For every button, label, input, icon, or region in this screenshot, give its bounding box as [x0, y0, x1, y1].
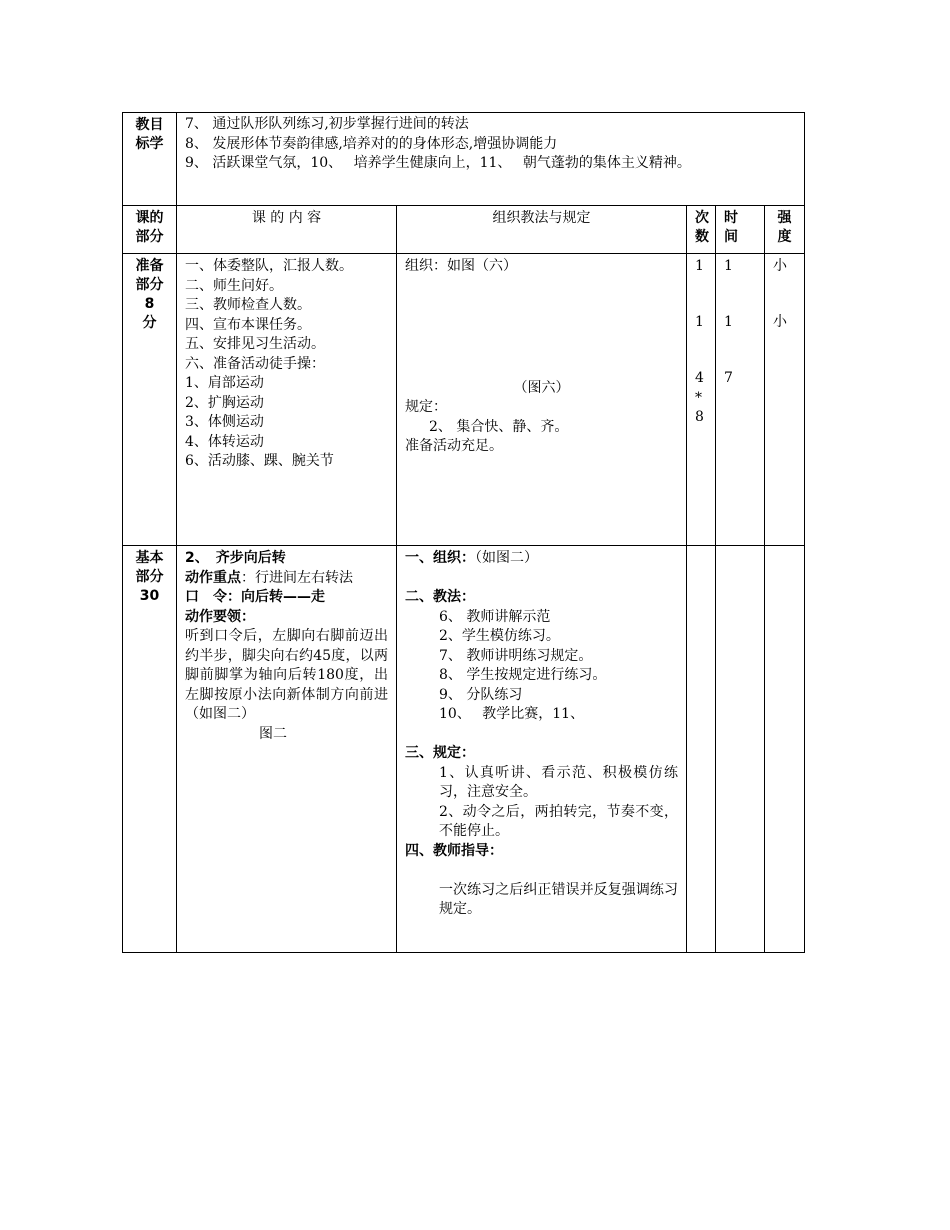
basic-teach-item: 10、 教学比赛，11、 — [439, 706, 585, 722]
basic-key-point: 动作重点：行进间左右转法 — [185, 569, 353, 586]
basic-teach-item: 6、 教师讲解示范 — [439, 608, 551, 625]
basic-guide-label: 四、教师指导： — [405, 842, 503, 859]
basic-method — [397, 546, 687, 953]
prep-rule: 2、 集合快、静、齐。 — [429, 418, 569, 435]
basic-teach-item: 9、 分队练习 — [439, 686, 523, 703]
prep-content-item: 6、活动膝、踝、腕关节 — [185, 453, 334, 469]
objective-item: 7、 通过队形队列练习,初步掌握行进间的转法 — [185, 116, 469, 132]
basic-title: 2、 齐步向后转 — [185, 550, 286, 566]
prep-counts: 1 1 4 * 8 — [687, 254, 716, 546]
figure-two-caption: 图二 — [259, 725, 287, 742]
basic-guide-text: 一次练习之后纠正错误并反复强调练习规定。 — [439, 881, 678, 917]
objective-item: 9、 活跃课堂气氛，10、 培养学生健康向上，11、 朝气蓬勃的集体主义精神。 — [185, 155, 691, 171]
header-row — [123, 206, 805, 254]
prep-content-item: 四、宣布本课任务。 — [185, 316, 311, 333]
basic-row — [123, 546, 805, 953]
prep-content-item: 1、肩部运动 — [185, 375, 264, 391]
basic-times — [716, 546, 765, 953]
lesson-plan-table — [122, 112, 805, 953]
header-content: 课 的 内 容 — [177, 206, 397, 254]
prep-content-item: 2、扩胸运动 — [185, 394, 264, 411]
figure-six-space — [405, 277, 678, 379]
prep-content-item: 五、安排见习生活动。 — [185, 336, 325, 352]
basic-content — [177, 546, 397, 953]
prep-org: 组织：如图（六） — [405, 258, 517, 274]
header-intensity: 强 度 — [765, 206, 805, 254]
header-part: 课的 部分 — [123, 206, 177, 254]
objectives-label: 教目 标学 — [123, 113, 177, 206]
prep-content-item: 一、体委整队，汇报人数。 — [185, 258, 353, 274]
figure-six-caption: （图六） — [513, 379, 570, 396]
prep-content-item: 三、教师检查人数。 — [185, 297, 311, 313]
prep-content-item: 3、体侧运动 — [185, 414, 264, 430]
basic-rules-label: 三、规定： — [405, 745, 475, 761]
basic-rule-item: 1、认真听讲、看示范、积极模仿练习，注意安全。 — [439, 764, 678, 800]
basic-rule-item: 2、动令之后，两拍转完，节奏不变，不能停止。 — [439, 803, 678, 839]
header-time: 时 间 — [716, 206, 765, 254]
prep-label: 准备 部分 8 分 — [123, 254, 177, 546]
objectives-content — [177, 113, 805, 206]
header-count: 次 数 — [687, 206, 716, 254]
basic-teach-label: 二、教法： — [405, 589, 475, 605]
prep-rule: 准备活动充足。 — [405, 438, 503, 454]
objectives-row — [123, 113, 805, 206]
basic-essentials-label: 动作要领： — [185, 608, 255, 625]
basic-teach-item: 7、 教师讲明练习规定。 — [439, 647, 593, 664]
prep-rules-label: 规定： — [405, 399, 447, 415]
prep-content-item: 六、准备活动徒手操： — [185, 355, 325, 372]
basic-intensity — [765, 546, 805, 953]
prep-content-item: 4、体转运动 — [185, 433, 264, 450]
basic-counts — [687, 546, 716, 953]
basic-essentials-text: 听到口令后，左脚向右脚前迈出约半步，脚尖向右约45度，以两脚前脚掌为轴向后转180度，出左脚按原小法向新体制方向前进（如图二） — [185, 628, 388, 722]
prep-method — [397, 254, 687, 546]
basic-teach-item: 2、学生模仿练习。 — [439, 628, 560, 644]
prep-row — [123, 254, 805, 546]
prep-content-item: 二、师生问好。 — [185, 277, 283, 294]
basic-teach-item: 8、 学生按规定进行练习。 — [439, 667, 607, 683]
basic-command: 口 令：向后转——走 — [185, 589, 325, 605]
objective-item: 8、 发展形体节奏韵律感,培养对的的身体形态,增强协调能力 — [185, 135, 558, 152]
basic-label: 基本 部分 30 — [123, 546, 177, 953]
prep-times: 1 1 7 — [716, 254, 765, 546]
header-method: 组织教法与规定 — [397, 206, 687, 254]
prep-intensity: 小 小 — [765, 254, 805, 546]
prep-content — [177, 254, 397, 546]
basic-org: 一、组织：（如图二） — [405, 550, 538, 566]
